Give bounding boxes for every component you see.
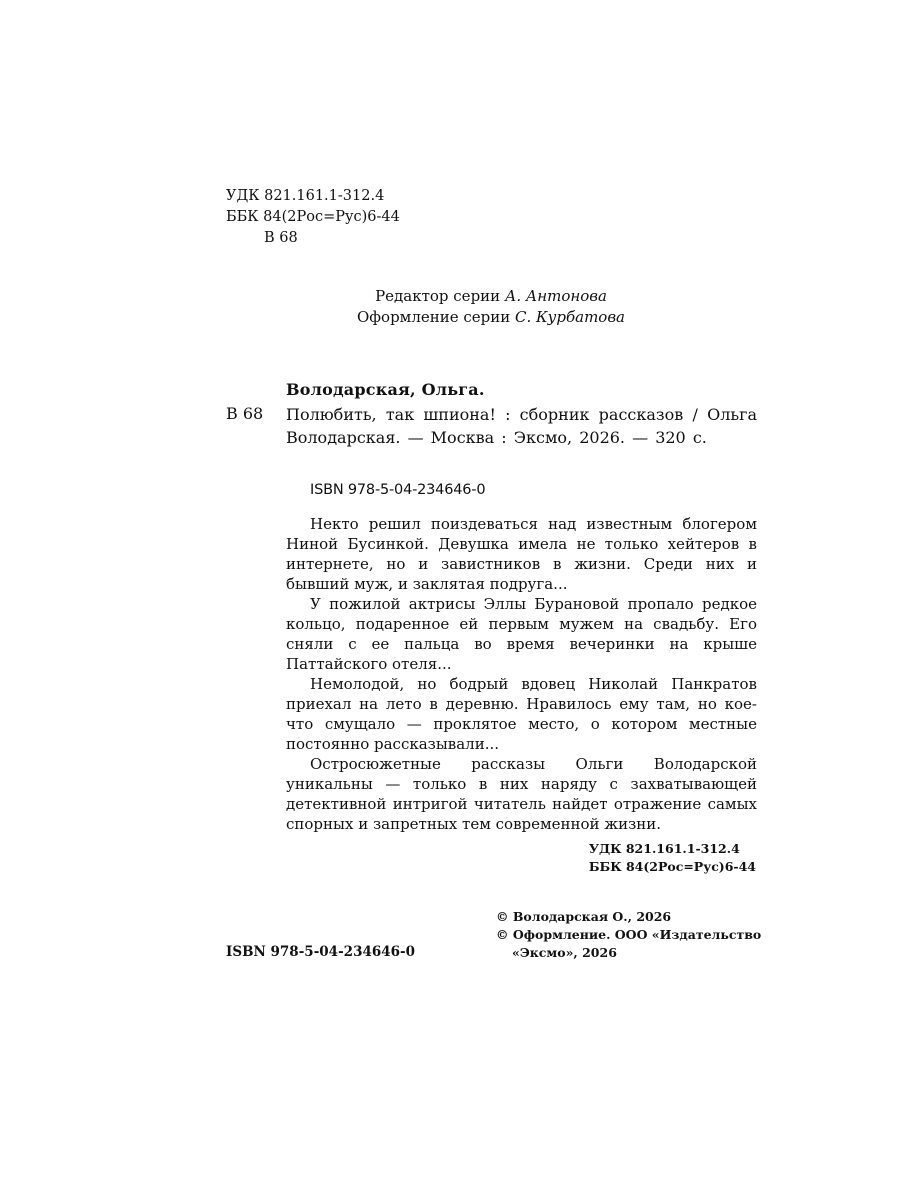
editor-label: Редактор серии (375, 287, 501, 305)
footer-udk: УДК 821.161.1-312.4 (588, 841, 740, 856)
annotation-paragraph: Некто решил поиздеваться над известным блогером Ниной Бусинкой. Девушка имела не только хейтеров в интернете, но и завистников в жизни. Среди них и бывший муж, и заклятая подруга... (286, 515, 757, 593)
copyright-design-cont: «Эксмо», 2026 (512, 945, 617, 960)
copyright-design: © Оформление. ООО «Издательство (496, 927, 762, 942)
classification-block (226, 186, 400, 249)
series-credits (226, 286, 756, 328)
bbk-code: ББК 84(2Рос=Рус)6-44 (226, 209, 400, 225)
footer-isbn: ISBN 978-5-04-234646-0 (226, 944, 416, 960)
annotation-paragraph: У пожилой актрисы Эллы Бурановой пропало редкое кольцо, подаренное ей первым мужем на свадьбу. Его сняли с ее пальца во время вечеринки на крыше Паттайского отеля... (286, 595, 757, 673)
author-sign: В 68 (264, 230, 298, 246)
editor-line (226, 286, 756, 307)
copyright-block (496, 908, 766, 962)
annotation (286, 514, 757, 834)
annotation-paragraph: Немолодой, но бодрый вдовец Николай Панкратов приехал на лето в деревню. Нравилось ему там, но кое-что смущало — проклятое место, о котором местные постоянно рассказывали... (286, 675, 757, 753)
design-line (226, 307, 756, 328)
footer-classification (589, 840, 756, 876)
design-label: Оформление серии (357, 308, 511, 326)
footer-bbk: ББК 84(2Рос=Рус)6-44 (588, 859, 756, 874)
record-isbn: ISBN 978-5-04-234646-0 (310, 482, 486, 498)
annotation-paragraph: Остросюжетные рассказы Ольги Володарской уникальны — только в них наряду с захватывающей детективной интригой читатель найдет отражение самых спорных и запретных тем современной жизни. (286, 755, 757, 833)
record-title: Полюбить, так шпиона! : сборник рассказов / Ольга Володарская. — Москва : Эксмо, 2026. — 320 с. (286, 405, 757, 447)
udk-code: УДК 821.161.1-312.4 (226, 188, 385, 204)
copyright-author: © Володарская О., 2026 (496, 909, 672, 924)
editor-name: А. Антонова (504, 287, 607, 305)
design-name: С. Курбатова (515, 308, 625, 326)
record-author: Володарская, Ольга. (286, 380, 485, 399)
record-code: В 68 (226, 404, 264, 423)
